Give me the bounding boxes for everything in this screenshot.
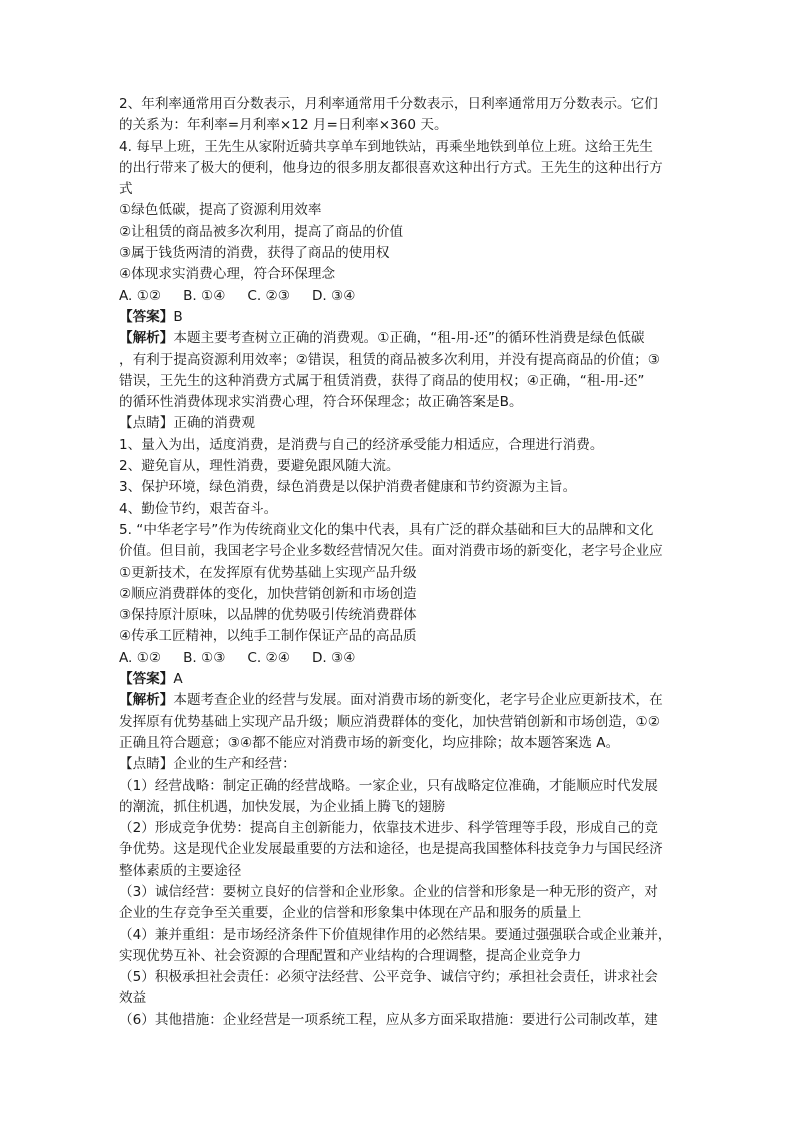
q5-item: ④传承工匠精神，以纯手工制作保证产品的高品质: [119, 628, 417, 645]
q4-option-a: A. ①②: [119, 287, 162, 304]
analysis-text: 本题考查企业的经营与发展。面对消费市场的新变化，老字号企业应更新技术，在: [173, 692, 663, 709]
q5-analysis: [119, 690, 685, 711]
q5-tip-item: （6）其他措施：企业经营是一项系统工程，应从多方面采取措施：要进行公司制改革，建: [119, 1011, 658, 1028]
q4-option-c: C. ②③: [247, 287, 290, 304]
q4-option-d: D. ③④: [311, 287, 356, 304]
q5-item: ①更新技术，在发挥原有优势基础上实现产品升级: [119, 564, 417, 581]
q4-stem: 的出行带来了极大的便利，他身边的很多朋友都很喜欢这种出行方式。王先生的这种出行方: [119, 159, 663, 176]
q5-option-c: C. ②④: [247, 649, 290, 666]
analysis-label: 【解析】: [119, 330, 174, 347]
tip-label: 【点睛】: [119, 756, 174, 773]
intro-line: 2、年利率通常用百分数表示，月利率通常用千分数表示，日利率通常用万分数表示。它们: [119, 96, 658, 112]
q5-tip-item: （5）积极承担社会责任：必须守法经营、公平竞争、诚信守约；承担社会责任，讲求社会: [119, 969, 658, 986]
q5-tip-item: （4）兼并重组：是市场经济条件下价值规律作用的必然结果。要通过强强联合或企业兼并，: [119, 926, 672, 943]
q5-tip-item: （1）经营战略：制定正确的经营战略。一家企业，只有战略定位准确，才能顺应时代发展: [119, 777, 658, 794]
q4-item: ④体现求实消费心理，符合环保理念: [119, 266, 336, 283]
q5-stem: 价值。但目前，我国老字号企业多数经营情况欠佳。面对消费市场的新变化，老字号企业应: [119, 543, 663, 560]
q4-option-b: B. ①④: [183, 287, 226, 304]
q5-tip-item: 效益: [119, 990, 147, 1007]
q5-tip: [119, 754, 685, 775]
q4-analysis: 的循环性消费体现求实消费心理，符合环保理念；故正确答案是B。: [119, 394, 523, 411]
tip-title: 企业的生产和经营：: [173, 756, 296, 773]
q4-answer: [119, 307, 685, 328]
q5-tip-item: （3）诚信经营：要树立良好的信誉和企业形象。企业的信誉和形象是一种无形的资产，对: [119, 883, 658, 900]
q5-tip-item: （2）形成竞争优势：提高自主创新能力，依靠技术进步、科学管理等手段，形成自己的竞: [119, 820, 658, 837]
q4-tip-item: 4、勤俭节约，艰苦奋斗。: [119, 500, 278, 517]
analysis-text: 本题主要考查树立正确的消费观。①正确，“租-用-还”的循环性消费是绿色低碳: [173, 330, 645, 347]
answer-label: 【答案】: [119, 308, 174, 325]
intro-line: 的关系为：年利率=月利率×12 月=日利率×360 天。: [119, 117, 448, 134]
q4-item: ②让租赁的商品被多次利用，提高了商品的价值: [119, 223, 404, 240]
q5-options: [119, 648, 685, 669]
answer-label: 【答案】: [119, 671, 174, 688]
q4-item: ①绿色低碳，提高了资源利用效率: [119, 202, 322, 219]
q4-tip-item: 3、保护环境，绿色消费，绿色消费是以保护消费者健康和节约资源为主旨。: [119, 479, 577, 496]
q5-tip-item: 争优势。这是现代企业发展最重要的方法和途径，也是提高我国整体科技竞争力与国民经济: [119, 841, 663, 858]
q4-tip: [119, 413, 685, 434]
answer-value: B: [173, 308, 183, 325]
q5-option-a: A. ①②: [119, 649, 162, 666]
analysis-label: 【解析】: [119, 692, 174, 709]
q5-tip-item: 整体素质的主要途径: [119, 862, 242, 879]
q4-tip-item: 2、避免盲从，理性消费，要避免跟风随大流。: [119, 458, 400, 475]
q4-analysis: 错误，王先生的这种消费方式属于租赁消费，获得了商品的使用权；④正确，“租-用-还”: [119, 372, 645, 389]
q5-answer: [119, 669, 685, 690]
document-page: [119, 94, 685, 1031]
q4-options: [119, 286, 685, 307]
q4-analysis: ，有利于提高资源利用效率；②错误，租赁的商品被多次利用，并没有提高商品的价值；③: [119, 351, 660, 368]
q4-stem: 式: [119, 181, 133, 198]
q4-stem: 4. 每早上班，王先生从家附近骑共享单车到地铁站，再乘坐地铁到单位上班。这给王先生: [119, 138, 653, 155]
q5-option-b: B. ①③: [183, 649, 226, 666]
q5-analysis: 正确且符合题意；③④都不能应对消费市场的新变化，均应排除；故本题答案选 A。: [119, 734, 620, 751]
q5-item: ③保持原汁原味，以品牌的优势吸引传统消费群体: [119, 607, 417, 624]
q5-analysis: 发挥原有优势基础上实现产品升级；顺应消费群体的变化，加快营销创新和市场创造，①②: [119, 713, 660, 730]
q5-stem: 5. “中华老字号”作为传统商业文化的集中代表，具有广泛的群众基础和巨大的品牌和文化: [119, 521, 654, 538]
q5-item: ②顺应消费群体的变化，加快营销创新和市场创造: [119, 585, 417, 602]
q4-item: ③属于钱货两清的消费，获得了商品的使用权: [119, 245, 390, 262]
q5-tip-item: 的潮流，抓住机遇，加快发展，为企业插上腾飞的翅膀: [119, 798, 446, 815]
tip-label: 【点睛】: [119, 415, 174, 432]
q4-tip-item: 1、量入为出，适度消费，是消费与自己的经济承受能力相适应，合理进行消费。: [119, 436, 604, 453]
q5-tip-item: 企业的生存竞争至关重要，企业的信誉和形象集中体现在产品和服务的质量上: [119, 905, 582, 922]
q4-analysis: [119, 328, 685, 349]
answer-value: A: [173, 671, 183, 688]
q5-tip-item: 实现优势互补、社会资源的合理配置和产业结构的合理调整，提高企业竞争力: [119, 947, 582, 964]
q5-option-d: D. ③④: [311, 649, 356, 666]
tip-title: 正确的消费观: [173, 415, 255, 432]
